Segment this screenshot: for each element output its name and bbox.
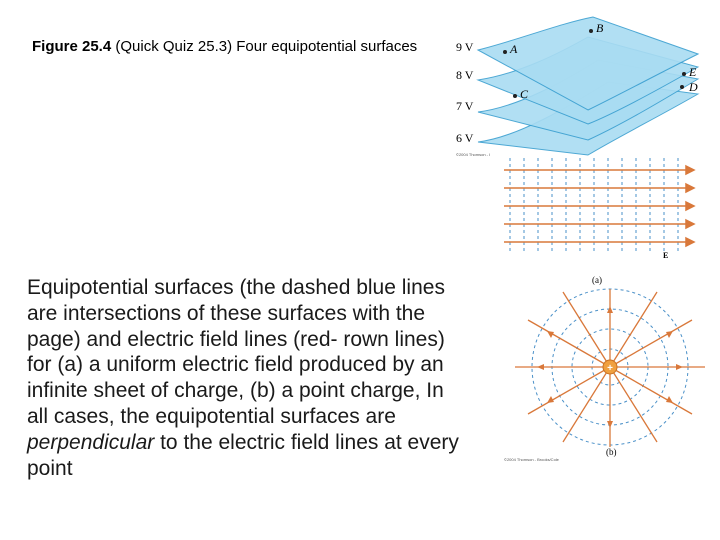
description-text: Equipotential surfaces (the dashed blue lines are intersections of these surfaces with the page) and electric field lines (red- rown lines) for (a) a uniform electric field produced by an infinite sheet of charge, (b) a point charge, In all cases, the equipotential surfaces are — [27, 276, 445, 428]
equipotential-surfaces-figure — [448, 12, 710, 162]
figure-caption — [32, 37, 442, 57]
emphasis-perpendicular: perpendicular — [27, 430, 155, 454]
point-b-label: B — [596, 21, 604, 35]
panel-label-b: (b) — [606, 447, 617, 457]
point-d-label: D — [689, 80, 698, 94]
caption-text: (Quick Quiz 25.3) Four equipotential surfaces — [111, 38, 418, 55]
voltage-label-6v: 6 V — [456, 131, 474, 145]
description-paragraph — [27, 275, 467, 481]
uniform-field-figure — [500, 156, 700, 286]
voltage-label-8v: 8 V — [456, 68, 474, 82]
point-a-label: A — [510, 42, 518, 56]
point-d-dot — [680, 85, 684, 89]
point-c-label: C — [520, 87, 529, 101]
point-c-dot — [513, 94, 517, 98]
point-charge-figure — [500, 287, 715, 467]
top-figure-copyright: ©2004 Thomson - I — [456, 152, 491, 157]
uniform-field-lines — [504, 166, 694, 246]
point-b-dot — [589, 29, 593, 33]
voltage-label-9v: 9 V — [456, 40, 474, 54]
field-label-e: E — [663, 251, 669, 260]
point-a-dot — [503, 50, 507, 54]
panel-label-a: (a) — [592, 275, 602, 285]
description-text-end: to the electric field lines at every point — [27, 430, 459, 480]
point-charge-copyright: ©2004 Thomson - Brooks/Cole — [504, 457, 559, 462]
voltage-label-7v: 7 V — [456, 99, 474, 113]
charge-symbol: + — [607, 363, 613, 374]
point-e-label: E — [689, 65, 697, 79]
figure-label: Figure 25.4 — [32, 38, 112, 55]
point-e-dot — [682, 72, 686, 76]
